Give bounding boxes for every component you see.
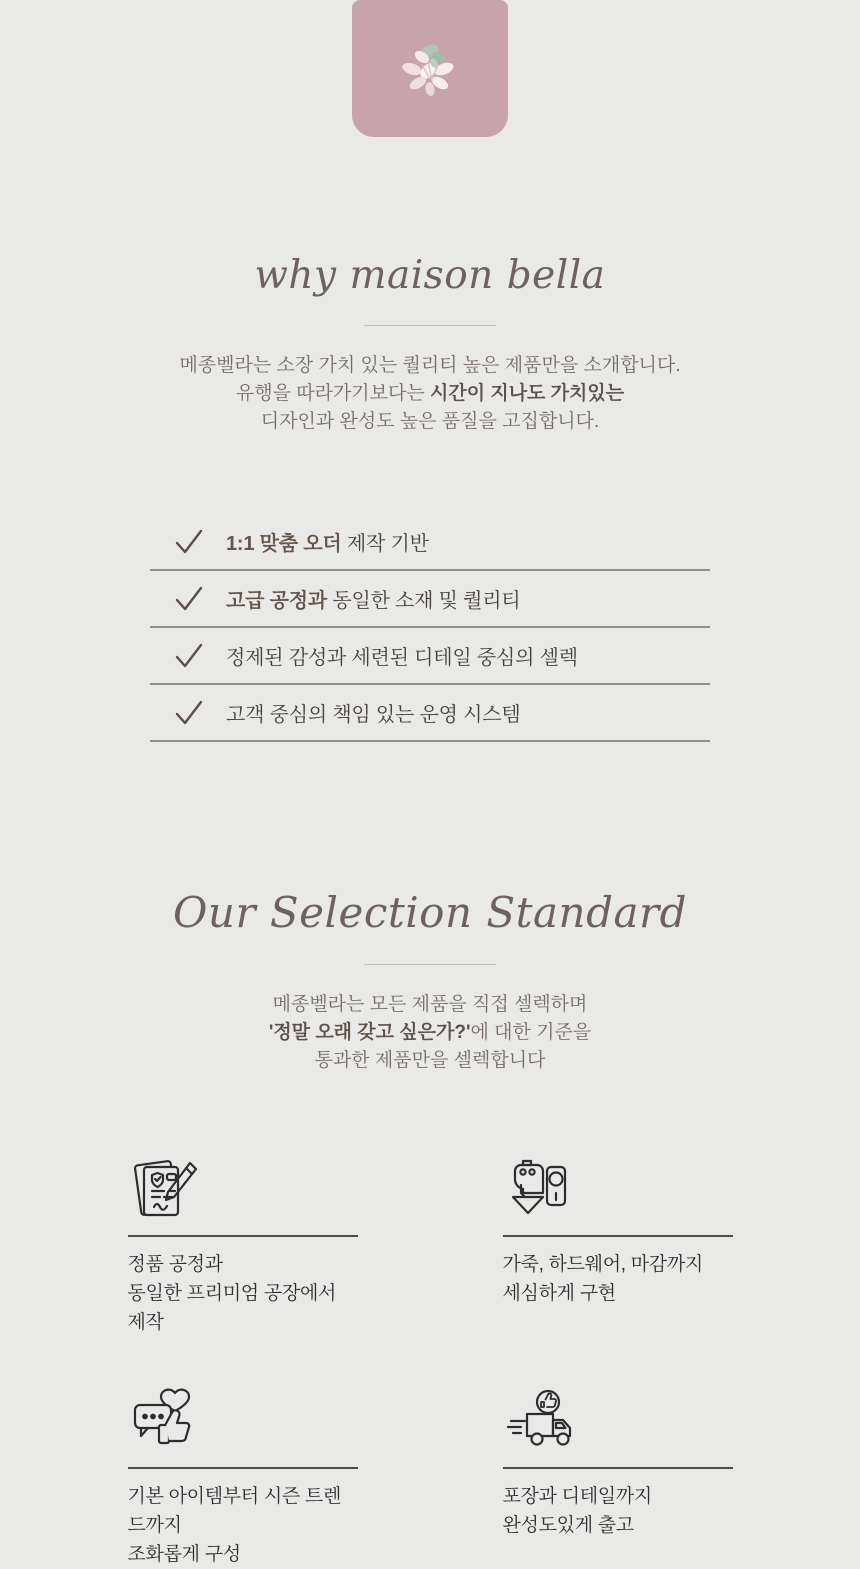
brand-logo xyxy=(352,0,508,137)
feature-shipping xyxy=(503,1387,733,1569)
why-line-2-em: 시간이 지나도 가치있는 xyxy=(430,383,625,404)
sewing-machine-icon xyxy=(503,1155,733,1221)
delivery-truck-icon xyxy=(503,1387,733,1453)
standard-line-2-em: '정말 오래 갖고 싶은가?' xyxy=(268,1022,471,1043)
title-divider xyxy=(364,325,496,326)
checkmark-icon xyxy=(174,699,204,727)
feature-caption: 정품 공정과 동일한 프리미엄 공장에서 제작 xyxy=(127,1254,337,1333)
feature-caption: 포장과 디테일까지 완성도있게 출고 xyxy=(502,1486,652,1536)
standard-section-title: Our Selection Standard xyxy=(173,888,687,937)
standard-line-3: 통과한 제품만을 셀렉합니다 xyxy=(314,1050,546,1071)
feature-divider xyxy=(503,1235,733,1237)
title-divider xyxy=(364,964,496,965)
feature-divider xyxy=(128,1467,358,1469)
why-line-2: 유행을 따라가기보다는 xyxy=(235,383,430,404)
checklist-label: 고객 중심의 책임 있는 운영 시스템 xyxy=(226,704,521,726)
feature-divider xyxy=(128,1235,358,1237)
checkmark-icon xyxy=(174,642,204,670)
quality-checklist xyxy=(150,514,710,742)
feature-caption: 가죽, 하드웨어, 마감까지 세심하게 구현 xyxy=(502,1254,703,1304)
checklist-row xyxy=(150,571,710,628)
feature-craftsmanship xyxy=(503,1155,733,1337)
certificate-pen-icon xyxy=(128,1155,358,1221)
why-line-3: 디자인과 완성도 높은 품질을 고집합니다. xyxy=(260,411,600,432)
floral-bouquet-icon xyxy=(382,21,478,117)
checklist-label: 정제된 감성과 세련된 디테일 중심의 셀렉 xyxy=(226,647,578,669)
standard-line-2: 에 대한 기준을 xyxy=(470,1022,592,1043)
checkmark-icon xyxy=(174,585,204,613)
feature-grid xyxy=(128,1155,733,1569)
why-section-paragraph xyxy=(0,352,860,436)
feature-curation xyxy=(128,1387,358,1569)
checkmark-icon xyxy=(174,528,204,556)
standard-section-paragraph xyxy=(0,991,860,1075)
checklist-row xyxy=(150,685,710,742)
feature-caption: 기본 아이템부터 시즌 트렌드까지 조화롭게 구성 xyxy=(127,1486,342,1565)
feature-divider xyxy=(503,1467,733,1469)
standard-line-1: 메종벨라는 모든 제품을 직접 셀렉하며 xyxy=(272,994,588,1015)
why-section-title: why maison bella xyxy=(254,253,606,298)
chat-thumbs-up-icon xyxy=(128,1387,358,1453)
checklist-row xyxy=(150,514,710,571)
checklist-label: 1:1 맞춤 오더 제작 기반 xyxy=(226,533,429,555)
why-line-1: 메종벨라는 소장 가치 있는 퀄리티 높은 제품만을 소개합니다. xyxy=(179,355,681,376)
checklist-label: 고급 공정과 동일한 소재 및 퀄리티 xyxy=(226,590,521,612)
feature-manufacturing xyxy=(128,1155,358,1337)
checklist-row xyxy=(150,628,710,685)
